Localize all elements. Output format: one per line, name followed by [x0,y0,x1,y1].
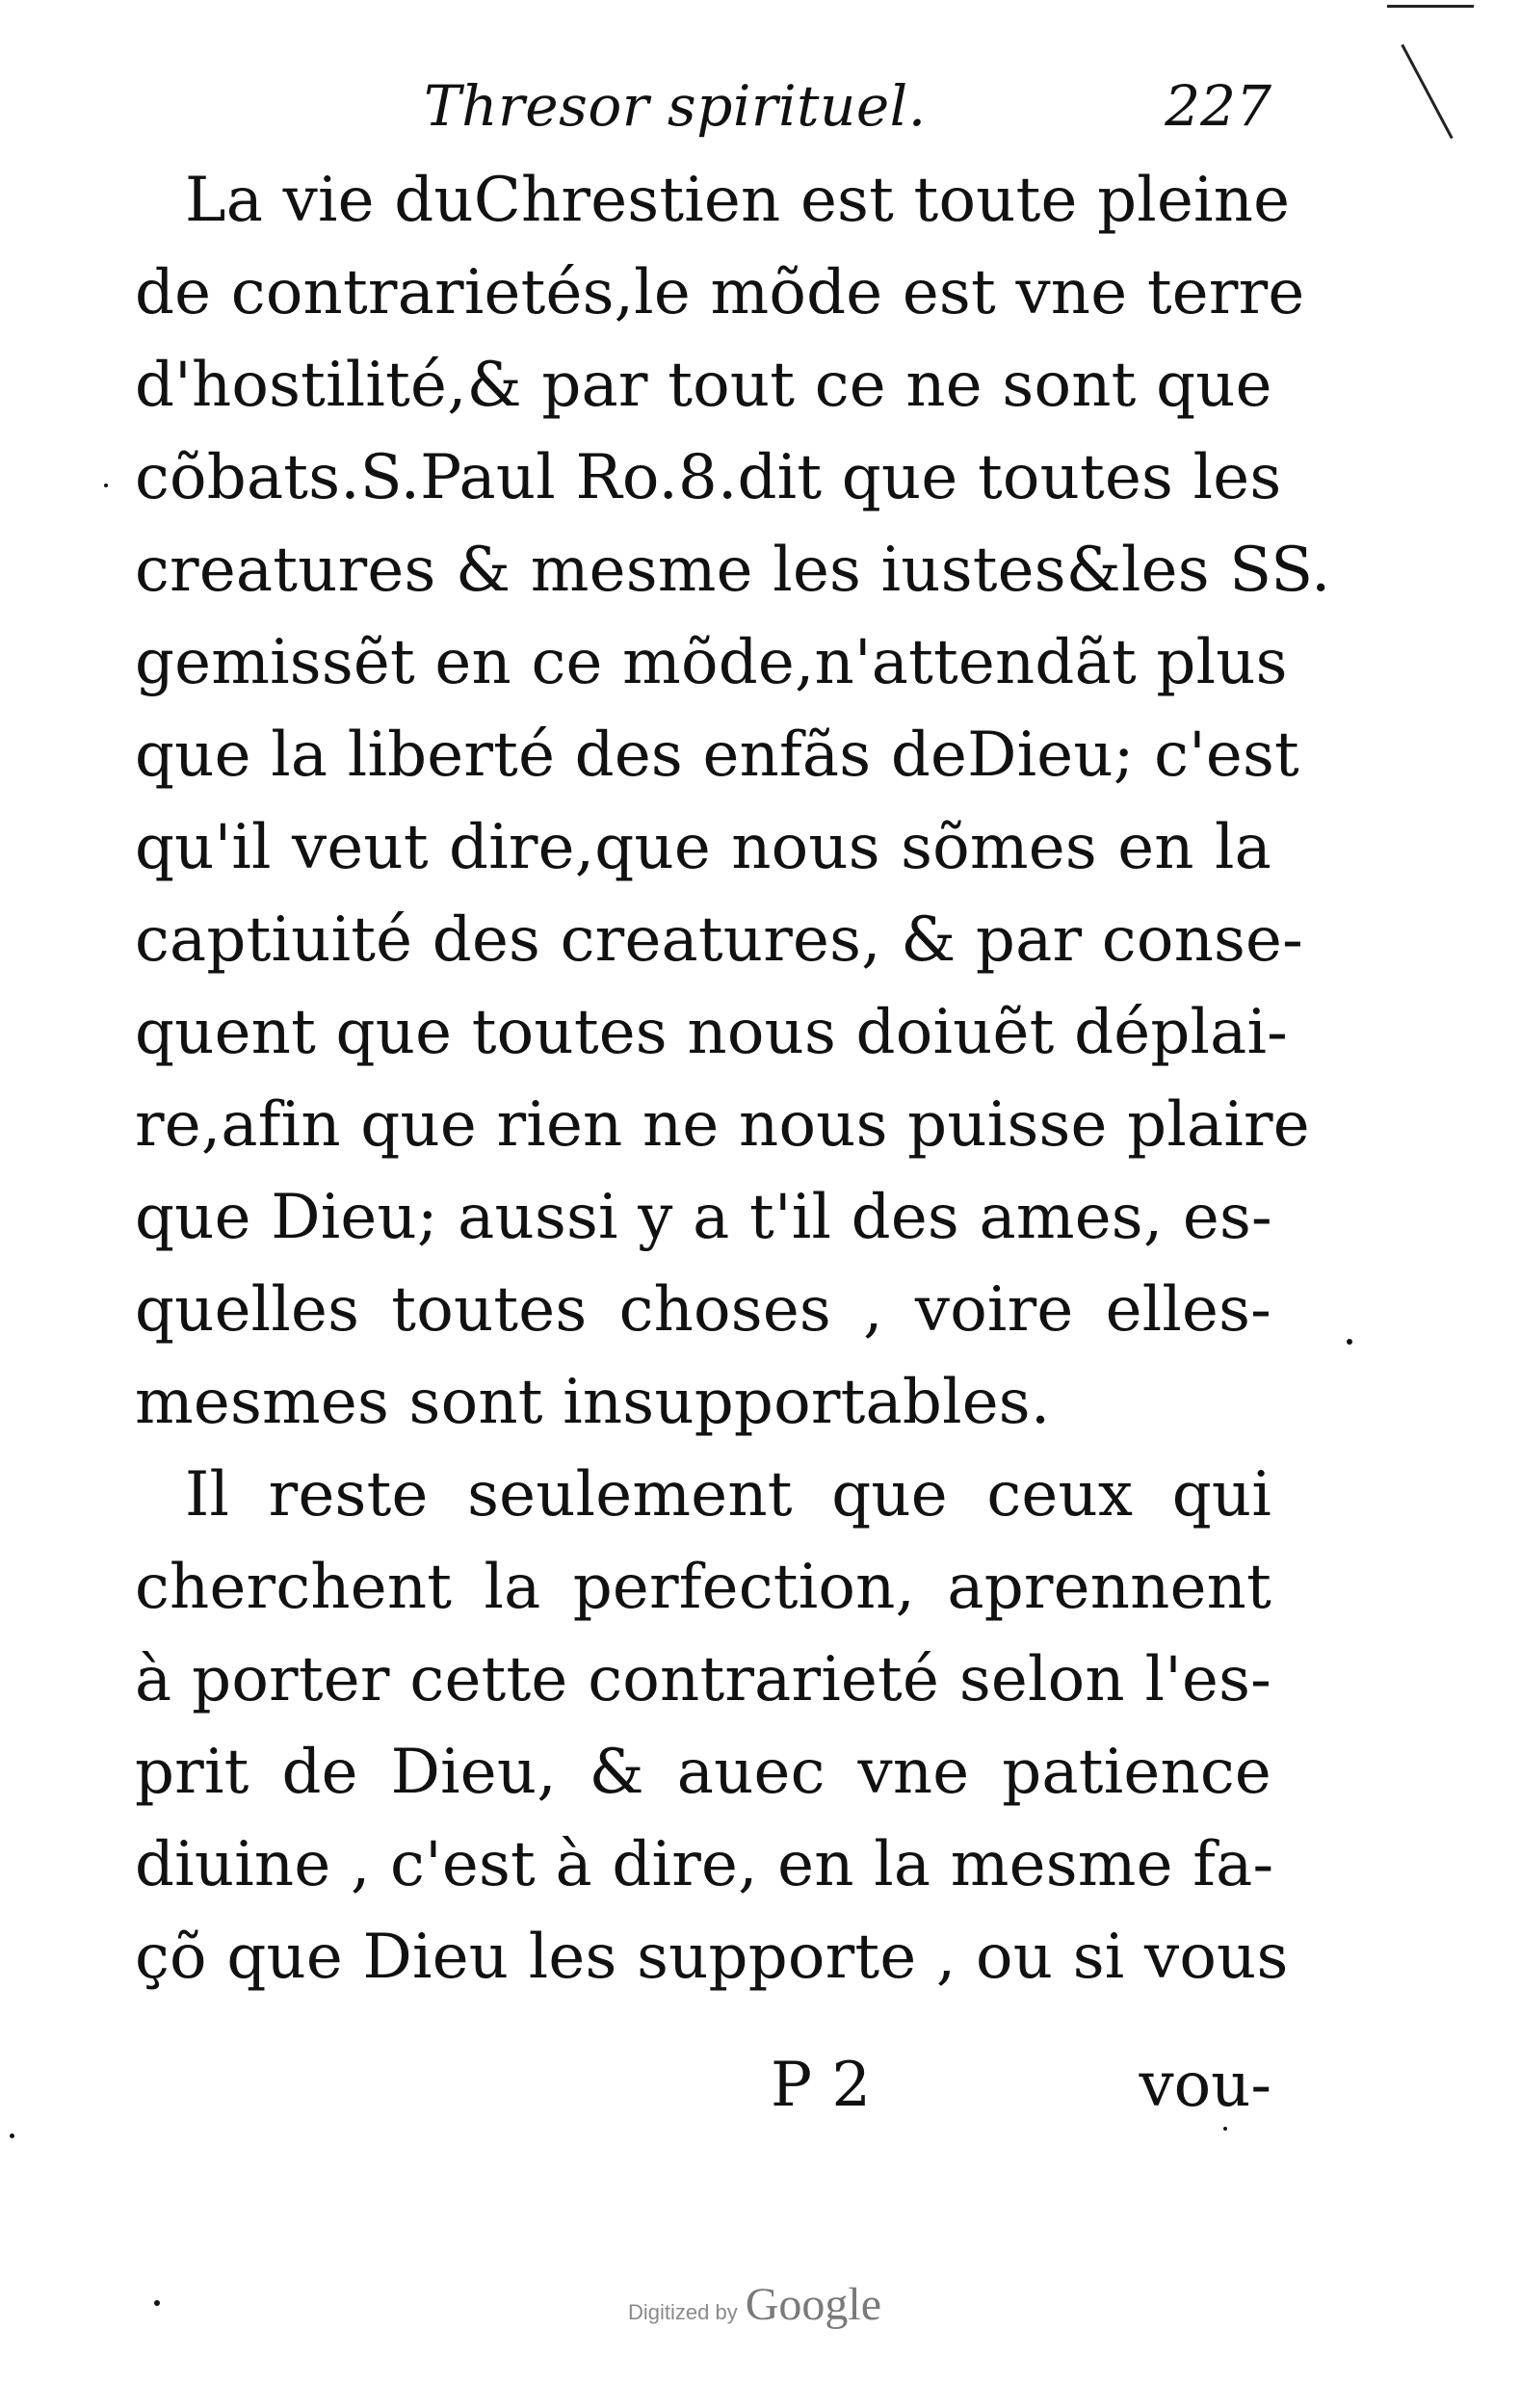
text-line: quent que toutes nous doiuẽt déplai- [135,997,1289,1068]
watermark-prefix: Digitized by [628,2300,738,2324]
text-line: captiuité des creatures, & par conse- [135,904,1303,976]
scan-speck [104,484,108,487]
scan-speck [1223,2127,1227,2131]
catchword: vou- [1139,2050,1271,2121]
text-line: gemissẽt en ce mõde,n'attendãt plus [135,627,1288,698]
running-title: Thresor spirituel. [424,73,927,139]
scan-scratch [1387,5,1474,8]
scan-scratch [1401,44,1453,140]
scan-speck [10,2133,14,2138]
text-line: de contrarietés,le mõde est vne terre [135,257,1305,328]
signature-mark: P 2 [771,2050,872,2121]
text-line: mesmes sont insupportables. [135,1367,1051,1438]
scan-speck [1347,1339,1352,1345]
text-line: cherchent la perfection, aprennent [135,1552,1271,1623]
text-line: prit de Dieu, & auec vne patience [135,1737,1271,1808]
text-line: que Dieu; aussi y a t'il des ames, es- [135,1182,1272,1253]
page-footer [771,2047,1271,2124]
page-number: 227 [1165,73,1271,139]
text-line: re,afin que rien ne nous puisse plaire [135,1089,1310,1161]
text-line: La vie duChrestien est toute pleine [185,165,1291,236]
digitized-watermark [628,2278,936,2345]
text-line: d'hostilité,& par tout ce ne sont que [135,350,1272,421]
text-line: çõ que Dieu les supporte , ou si vous [135,1922,1289,1993]
text-line: creatures & mesme les iustes&les SS. [135,535,1331,606]
page-header [424,67,1271,144]
text-line: cõbats.S.Paul Ro.8.dit que toutes les [135,442,1282,513]
text-line: Il reste seulement que ceux qui [185,1459,1271,1531]
text-line: à porter cette contrarieté selon l'es- [135,1644,1271,1715]
scan-speck [154,2300,160,2306]
body-text [135,154,1331,2003]
text-line: que la liberté des enfãs deDieu; c'est [135,720,1299,791]
text-line: diuine , c'est à dire, en la mesme fa- [135,1829,1274,1900]
text-line: quelles toutes choses , voire elles- [135,1274,1271,1346]
text-line: qu'il veut dire,que nous sõmes en la [135,812,1271,883]
watermark-brand: Google [745,2279,882,2330]
